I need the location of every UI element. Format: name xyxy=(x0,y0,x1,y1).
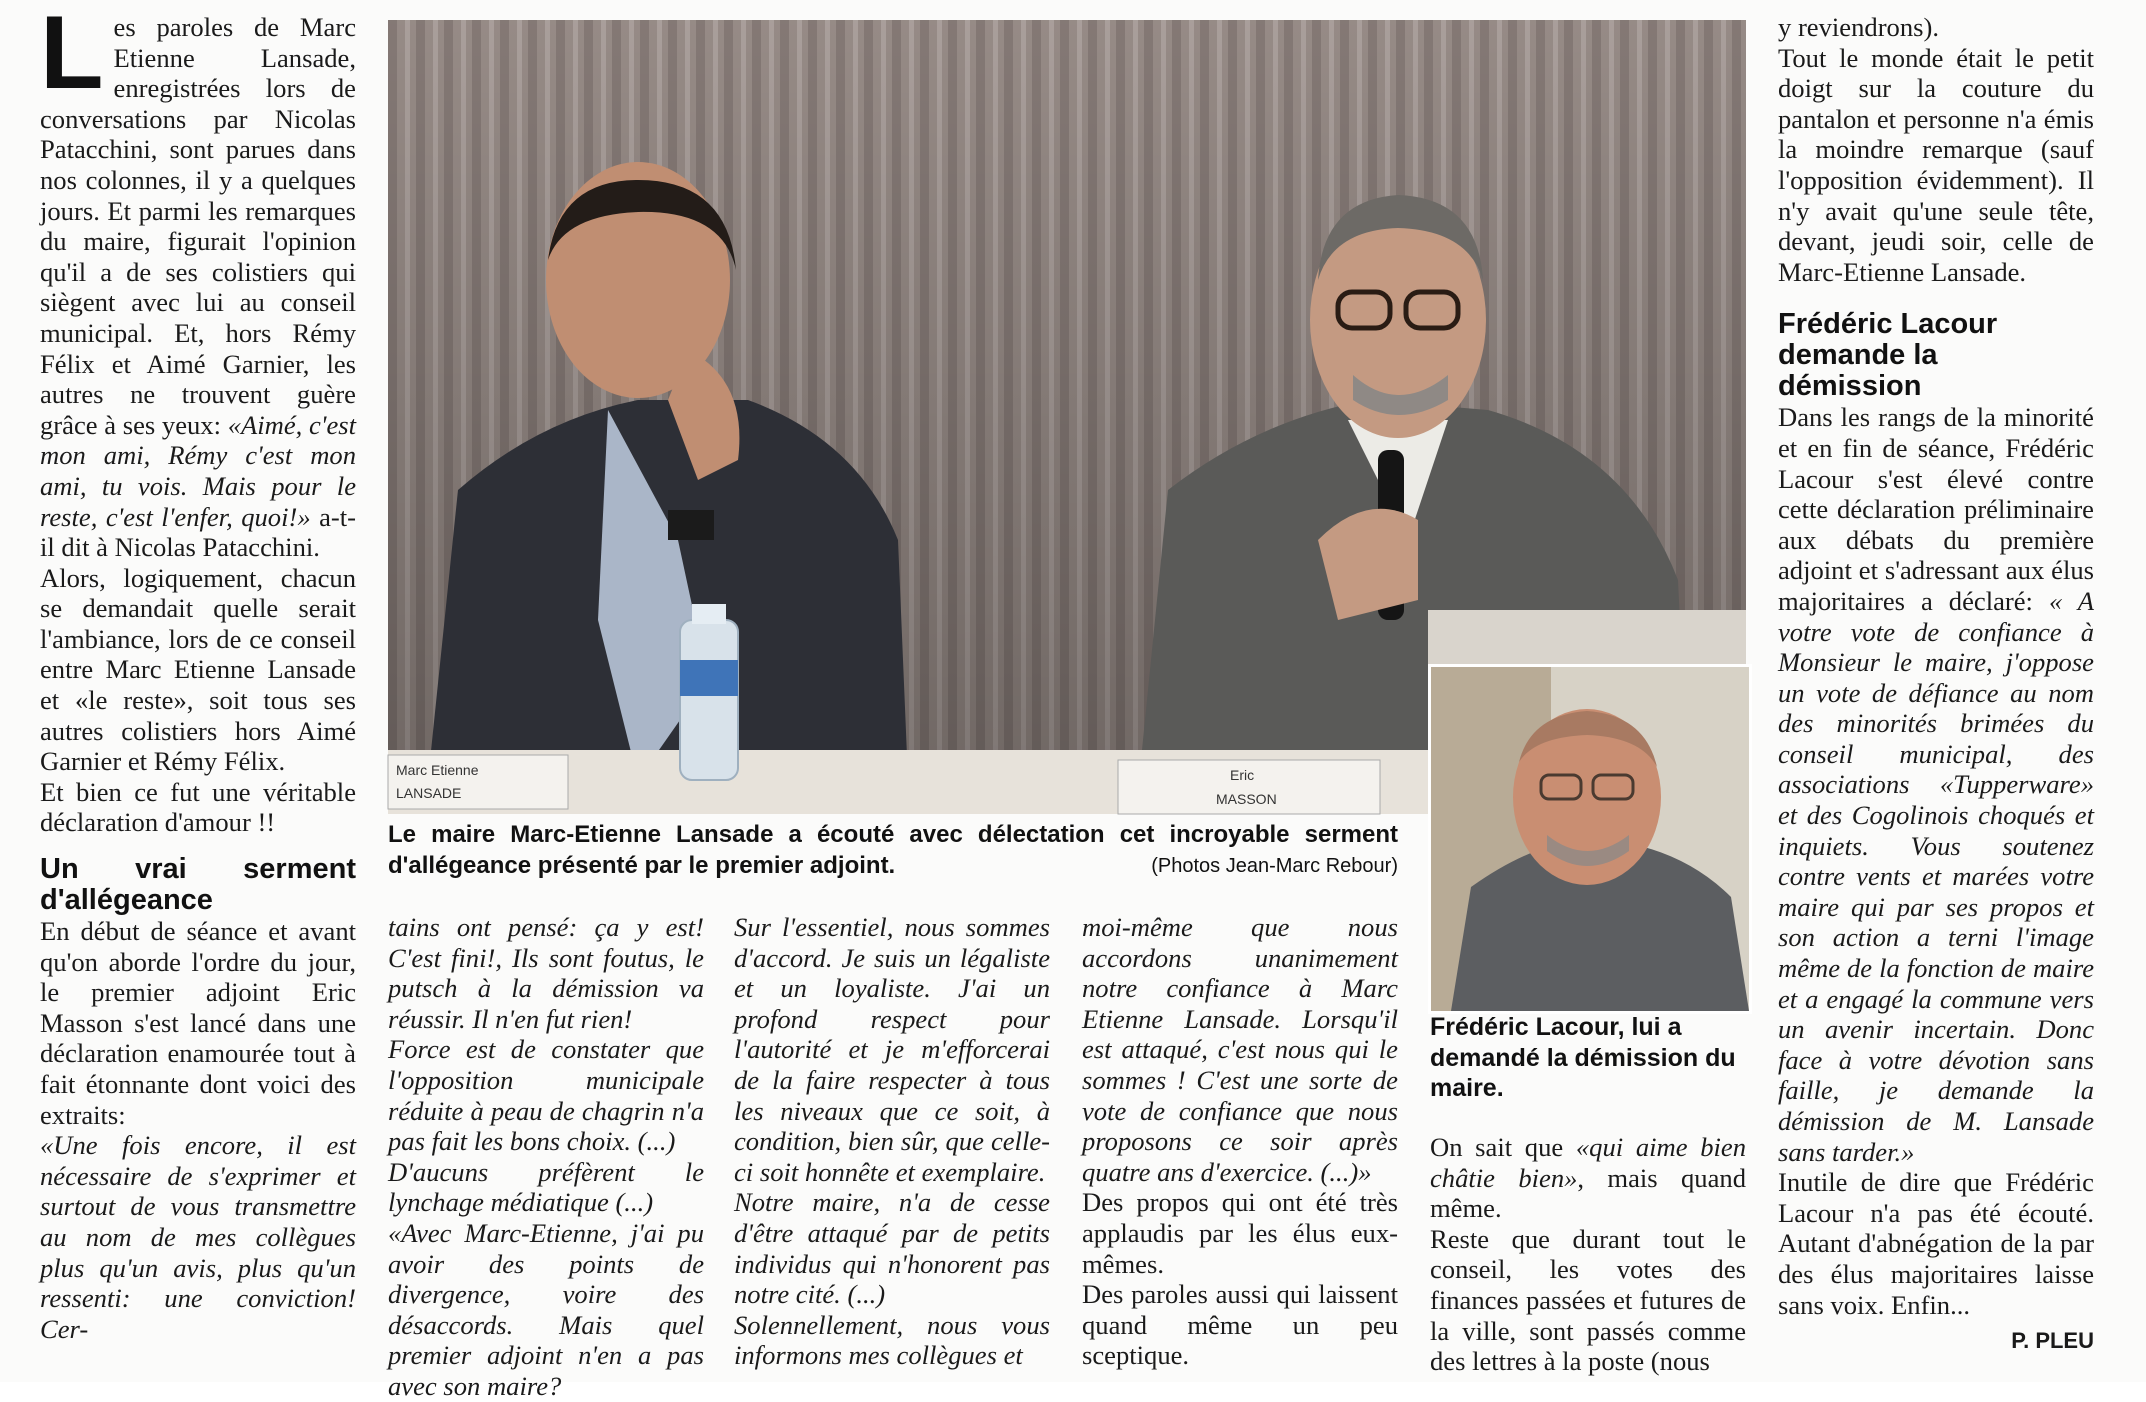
col6-text-3: Dans les rangs de la minorité et en fin de séance, Frédéric Lacour s'est élevé contre cette déclaration préliminaire aux débats du première adjoint et s'adressant aux élus majoritaires a déclaré: « A votre vote de confiance à Monsieur le maire, j'oppose un vote de défiance au nom des minorités brimées du conseil municipal, des associations «Tupperware» et des Cogolinois choqués et inquiets. Vous soutenez contre vents et marées votre maire qui par ses propos et son action a terni l'image même de la fonction de maire et a engagé la commune vers un avenir incertain. Donc face à votre dévotion sans faille, je demande la démission de M. Lansade sans tarder.» xyxy=(1778,402,2094,1167)
col4-quote-end: moi-même que nous accordons unanimement notre confiance à Marc Etienne Lansade. Lorsqu'il est attaqué, c'est nous qui le sommes ! C'est une sorte de vote de confiance que nous proposons ce soir après quatre ans d'exercice. (...)» xyxy=(1082,912,1398,1187)
masson-quote-start: «Une fois encore, il est nécessaire de s'exprimer et surtout de vous transmettre au nom de mes collègues plus qu'un avis, plus qu'un ressenti: une conviction! Cer- xyxy=(40,1130,356,1344)
col6-text-1: y reviendrons). xyxy=(1778,12,1939,42)
column-2 xyxy=(388,912,704,1402)
col3-text-3: Solennellement, nous vous informons mes collègues et xyxy=(734,1309,1050,1371)
paragraph-masson: En début de séance et avant qu'on aborde l'ordre du jour, le premier adjoint Eric Masson s'est lancé dans une déclaration enamourée tout à fait étonnante dont voici des extraits: xyxy=(40,916,356,1130)
col3-text-1: Sur l'essentiel, nous sommes d'accord. Je suis un légaliste et un loyaliste. J'ai un profond respect pour l'autorité et je m'efforcerai de la faire respecter à tous les niveaux que ce soit, à condition, bien sûr, que celle-ci soit honnête et exemplaire. xyxy=(734,912,1050,1187)
nameplate-right-line1: Eric xyxy=(1230,767,1255,783)
col3-text-2: Notre maire, n'a de cesse d'être attaqué par de petits individus qui n'honorent pas notre cité. (...) xyxy=(734,1187,1050,1310)
nameplate-left-line2: LANSADE xyxy=(396,785,462,801)
paragraph-ambiance: Alors, logiquement, chacun se demandait quelle serait l'ambiance, lors de ce conseil entre Marc Etienne Lansade et «le reste», soit tous ses autres colistiers hors Aimé Garnier et Rémy Félix. xyxy=(40,562,356,777)
inset-photo xyxy=(1428,664,1752,1014)
paragraph-declaration: Et bien ce fut une véritable déclaration d'amour !! xyxy=(40,776,356,838)
column-1 xyxy=(40,0,356,1344)
column-3 xyxy=(734,912,1050,1371)
subheading-lacour: Frédéric Lacour demande la démission xyxy=(1778,308,1998,403)
nameplate-right-line2: MASSON xyxy=(1216,791,1277,807)
main-photo-caption: Le maire Marc-Etienne Lansade a écouté avec délectation cet incroyable serment d'allégeance présenté par le premier adjoint. (Photos Jean-Marc Rebour) xyxy=(388,820,1398,881)
col2-text-4: «Avec Marc-Etienne, j'ai pu avoir des points de divergence, voire des désaccords. Mais quel premier adjoint n'en a pas avec son maire? xyxy=(388,1217,704,1401)
drop-cap: L xyxy=(40,0,104,111)
nameplate-left-line1: Marc Etienne xyxy=(396,762,479,778)
column-4 xyxy=(1082,912,1398,1371)
col2-text-1: tains ont pensé: ça y est! C'est fini!, Ils sont foutus, le putsch à la démission va réussir. Il n'en fut rien! xyxy=(388,912,704,1034)
portrait-image xyxy=(1431,667,1749,1011)
mayor-quote: «Aimé, c'est mon ami, Rémy c'est mon ami, tu vois. Mais pour le reste, c'est l'enfer, quoi!» xyxy=(40,409,356,532)
column-6 xyxy=(1778,12,2094,1357)
col4-text-2: Des propos qui ont été très applaudis par les élus eux-mêmes. xyxy=(1082,1187,1398,1279)
subheading-serment: Un vrai serment d'allégeance xyxy=(40,853,356,917)
author-signature: P. PLEU xyxy=(2011,1328,2094,1354)
col4-text-3: Des paroles aussi qui laissent quand même un peu sceptique. xyxy=(1082,1279,1398,1371)
col5-text-2: Reste que durant tout le conseil, les votes des finances passées et futures de la ville, sont passés comme des lettres à la poste (nous xyxy=(1430,1223,1746,1377)
column-5 xyxy=(1430,1132,1746,1377)
col2-text-2: Force est de constater que l'opposition municipale réduite à peau de chagrin n'a pas fait les bons choix. (...) xyxy=(388,1034,704,1157)
inset-caption-box xyxy=(1430,1012,1746,1104)
col5-text-1: On sait que «qui aime bien châtie bien», mais quand même. xyxy=(1430,1132,1746,1224)
inset-photo-caption: Frédéric Lacour, lui a demandé la démission du maire. xyxy=(1430,1013,1736,1102)
intro-paragraph: Les paroles de Marc Etienne Lansade, enregistrées lors de conversations par Nicolas Patacchini, sont parues dans nos colonnes, il y a quelques jours. Et parmi les remarques du maire, figurait l'opinion qu'il a de ses colistiers qui siègent avec lui au conseil municipal. Et, hors Rémy Félix et Aimé Garnier, les autres ne trouvent guère grâce à ses yeux: «Aimé, c'est mon ami, Rémy c'est mon ami, tu vois. Mais pour le reste, c'est l'enfer, quoi!» a-t-il dit à Nicolas Patacchini. xyxy=(40,0,356,563)
main-photo-caption-box xyxy=(388,820,1398,881)
col6-text-4: Inutile de dire que Frédéric Lacour n'a pas été écouté. Autant d'abnégation de la par des élus majoritaires laisse sans voix. Enfin... xyxy=(1778,1167,2094,1320)
col6-text-2: Tout le monde était le petit doigt sur la couture du pantalon et personne n'a émis la moindre remarque (sauf l'opposition évidemment). Il n'y avait qu'une seule tête, devant, jeudi soir, celle de Marc-Etienne Lansade. xyxy=(1778,42,2094,287)
col2-text-3: D'aucuns préfèrent le lynchage médiatique (...) xyxy=(388,1156,704,1218)
photo-credit: (Photos Jean-Marc Rebour) xyxy=(1151,854,1398,877)
lacour-quote: « A votre vote de confiance à Monsieur le maire, j'oppose un vote de défiance au nom des minorités brimées du conseil municipal, des associations «Tupperware» et des Cogolinois choqués et inquiets. Vous soutenez contre vents et marées votre maire qui par ses propos et son action a terni l'image même de la fonction de maire et a engagé la commune vers un avenir incertain. Donc face à votre dévotion sans faille, je demande la démission de M. Lansade sans tarder.» xyxy=(1778,585,2094,1167)
